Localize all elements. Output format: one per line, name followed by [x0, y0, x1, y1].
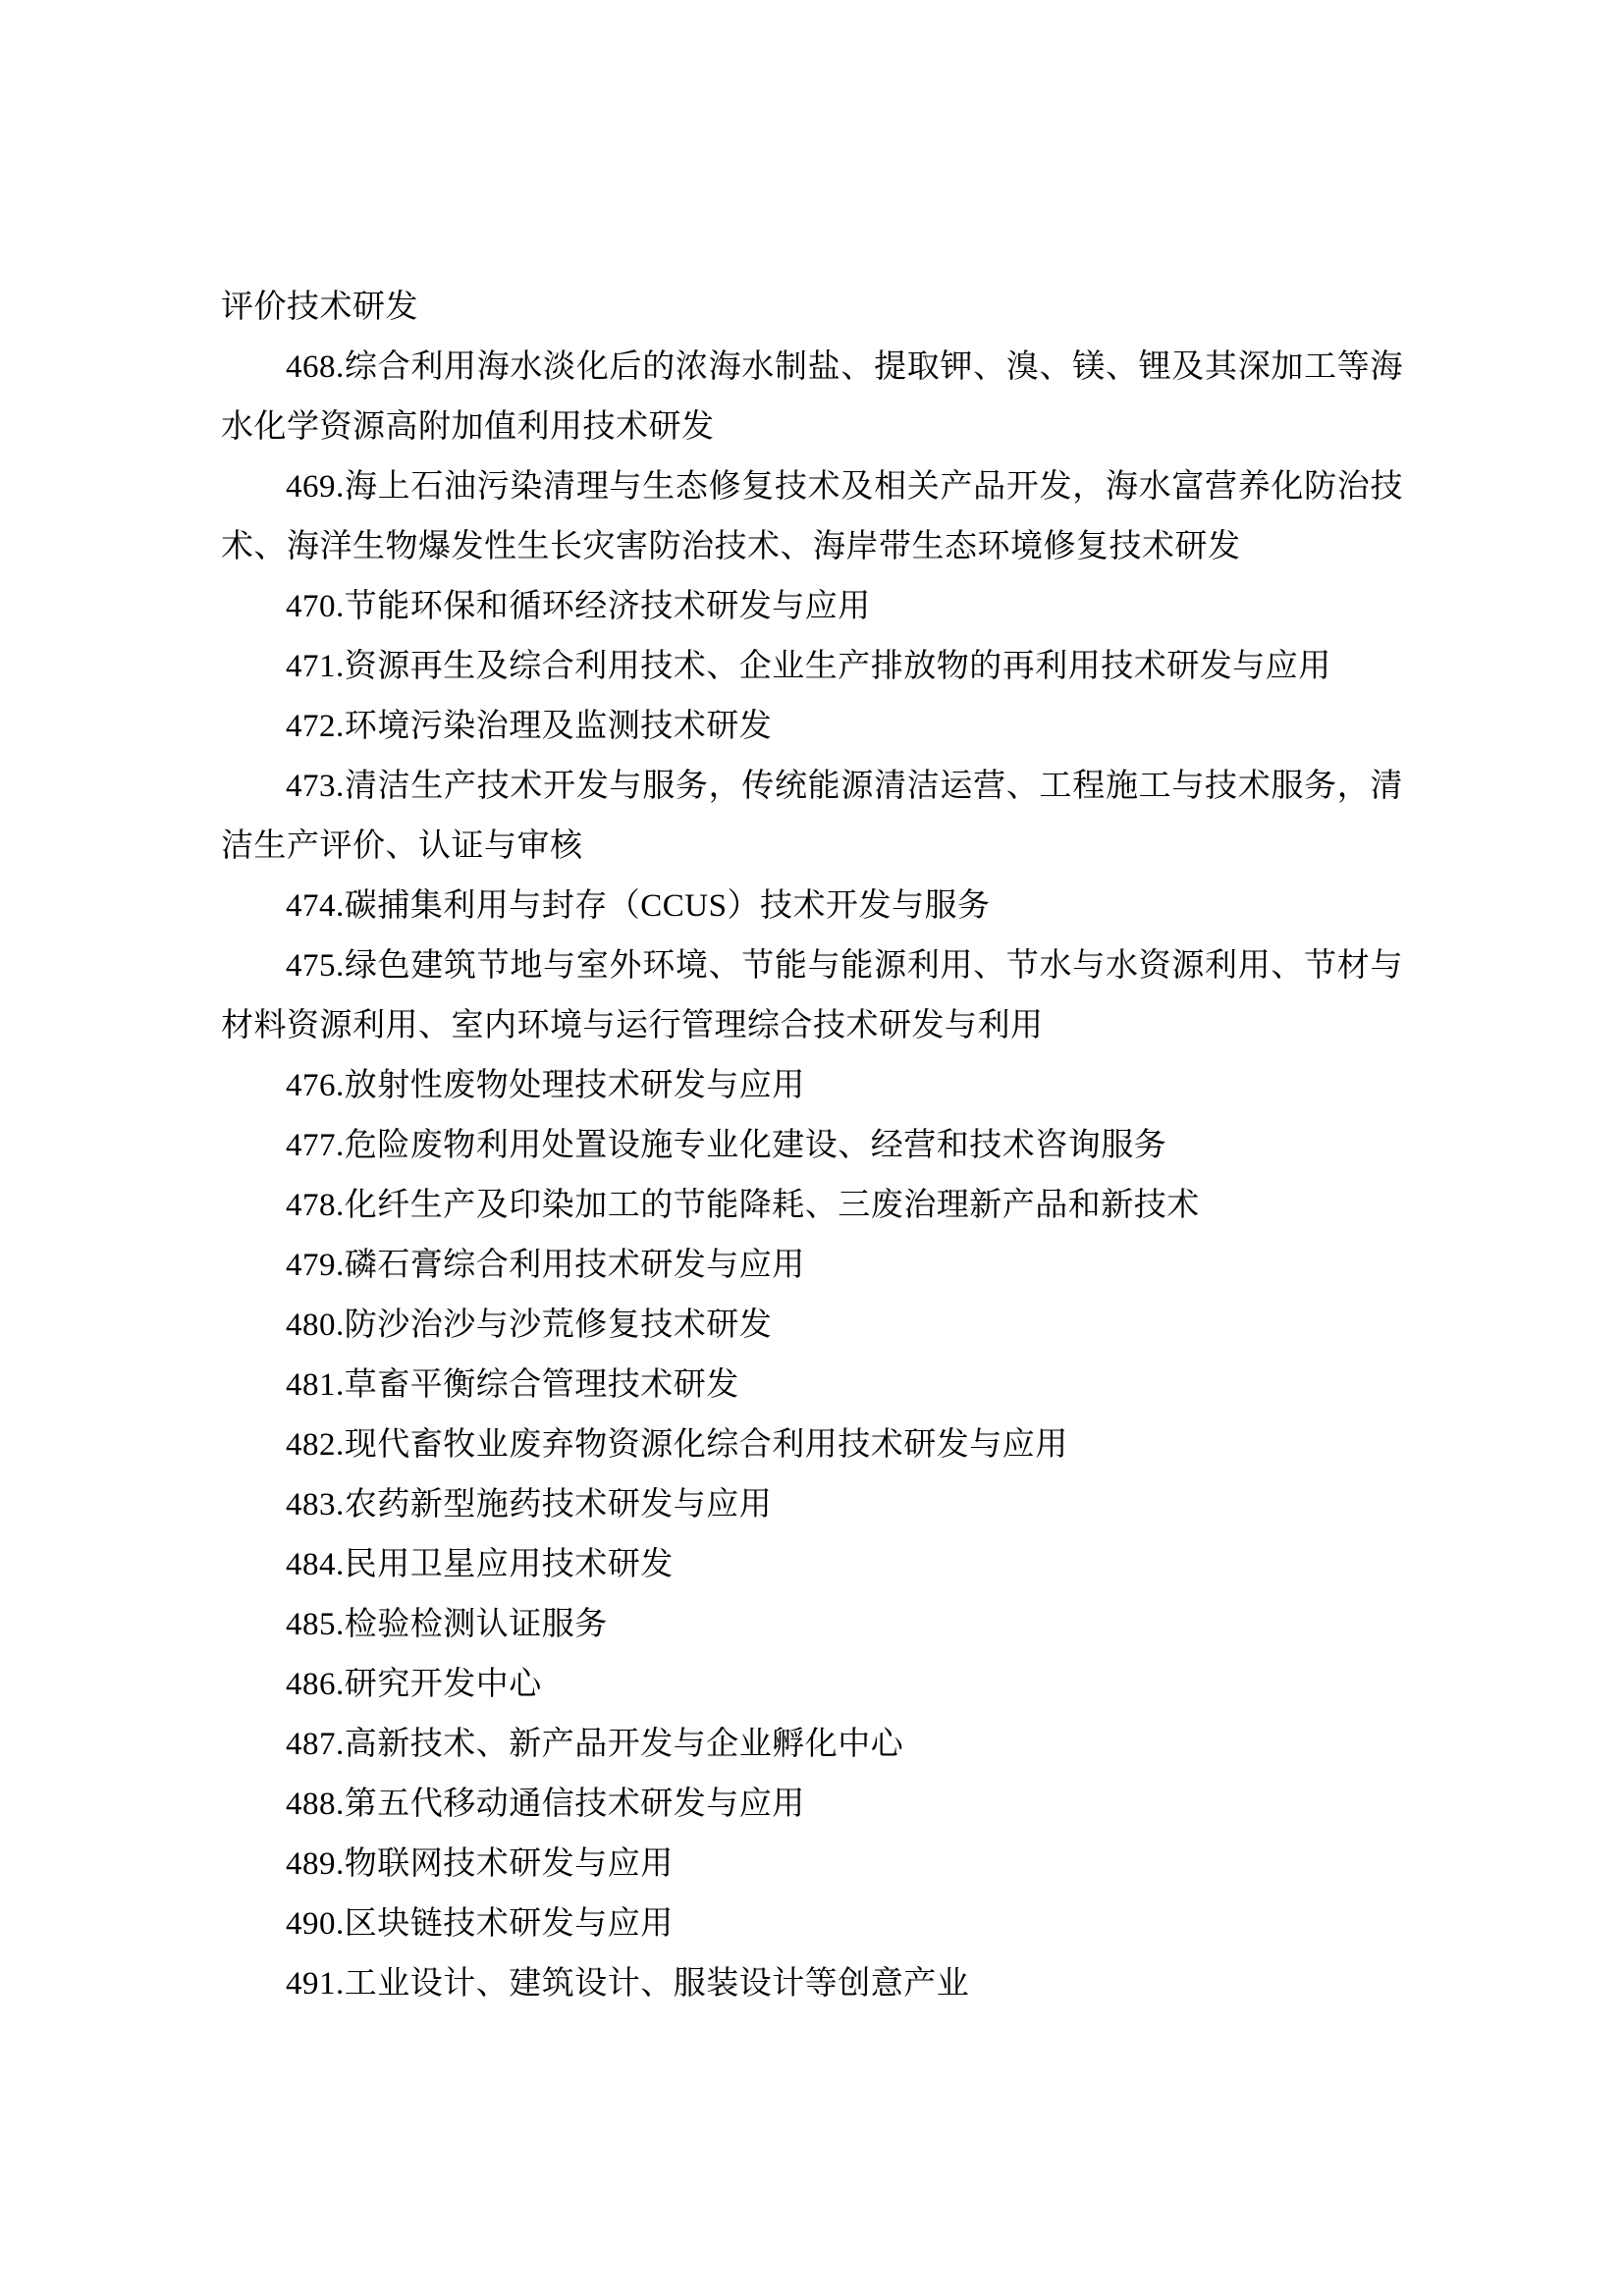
item-480: 480.防沙治沙与沙荒修复技术研发 [286, 1308, 773, 1343]
item-478: 478.化纤生产及印染加工的节能降耗、三废治理新产品和新技术 [286, 1188, 1200, 1223]
item-479: 479.磷石膏综合利用技术研发与应用 [286, 1248, 805, 1283]
item-488: 488.第五代移动通信技术研发与应用 [286, 1787, 805, 1822]
item-475: 475.绿色建筑节地与室外环境、节能与能源利用、节水与水资源利用、节材与材料资源利用、室内环境与运行管理综合技术研发与利用 [221, 948, 1403, 1043]
item-485: 485.检验检测认证服务 [286, 1607, 608, 1642]
item-487: 487.高新技术、新产品开发与企业孵化中心 [286, 1727, 904, 1762]
item-473: 473.清洁生产技术开发与服务，传统能源清洁运营、工程施工与技术服务，清洁生产评价、认证与审核 [221, 769, 1403, 864]
item-471: 471.资源再生及综合利用技术、企业生产排放物的再利用技术研发与应用 [286, 649, 1331, 684]
item-477: 477.危险废物利用处置设施专业化建设、经营和技术咨询服务 [286, 1128, 1167, 1163]
item-483: 483.农药新型施药技术研发与应用 [286, 1487, 773, 1522]
item-474: 474.碳捕集利用与封存（CCUS）技术开发与服务 [286, 888, 991, 924]
item-481: 481.草畜平衡综合管理技术研发 [286, 1367, 739, 1403]
paragraph-467-continuation: 评价技术研发 [221, 290, 418, 325]
item-469: 469.海上石油污染清理与生态修复技术及相关产品开发，海水富营养化防治技术、海洋生物爆发性生长灾害防治技术、海岸带生态环境修复技术研发 [221, 469, 1403, 564]
item-491: 491.工业设计、建筑设计、服装设计等创意产业 [286, 1966, 970, 2002]
item-486: 486.研究开发中心 [286, 1667, 542, 1702]
item-482: 482.现代畜牧业废弃物资源化综合利用技术研发与应用 [286, 1427, 1068, 1463]
item-490: 490.区块链技术研发与应用 [286, 1906, 674, 1942]
item-472: 472.环境污染治理及监测技术研发 [286, 709, 773, 744]
document-content [221, 278, 1403, 2014]
item-468: 468.综合利用海水淡化后的浓海水制盐、提取钾、溴、镁、锂及其深加工等海水化学资源高附加值利用技术研发 [221, 349, 1403, 445]
item-476: 476.放射性废物处理技术研发与应用 [286, 1068, 805, 1103]
item-470: 470.节能环保和循环经济技术研发与应用 [286, 589, 871, 624]
item-484: 484.民用卫星应用技术研发 [286, 1547, 674, 1582]
item-489: 489.物联网技术研发与应用 [286, 1846, 674, 1882]
